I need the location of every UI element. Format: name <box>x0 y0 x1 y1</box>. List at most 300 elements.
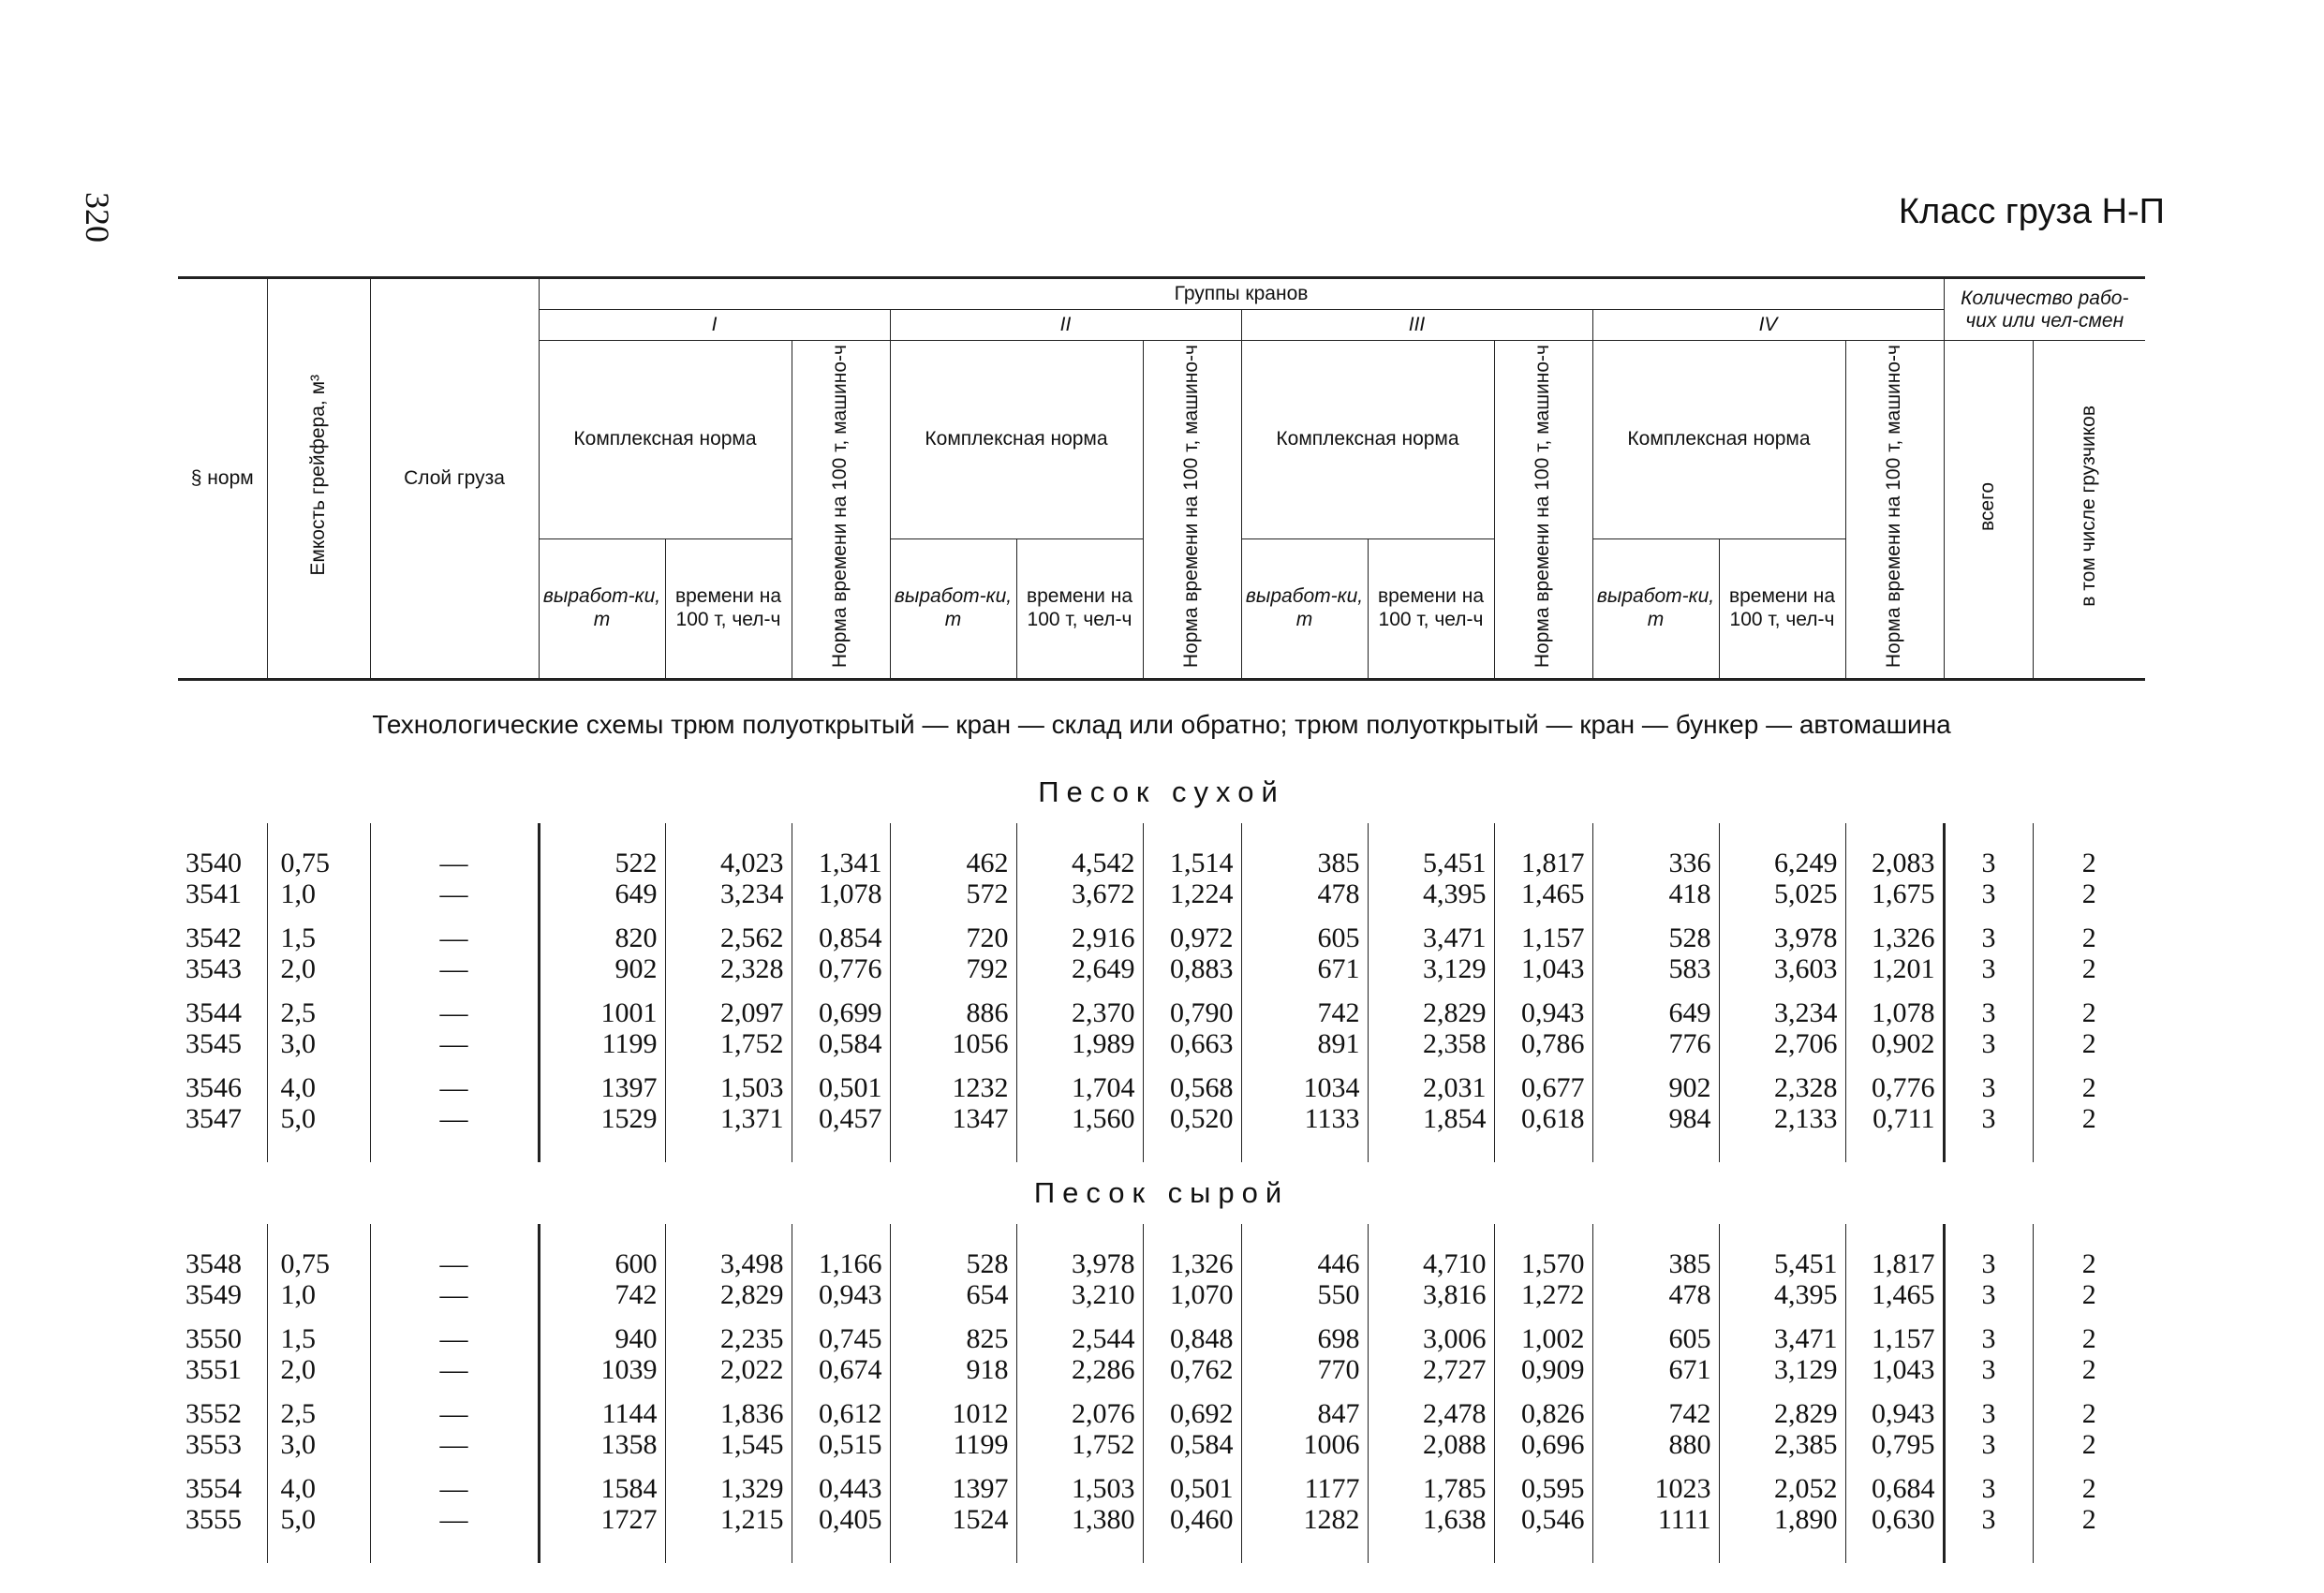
cell-g4-output: 742 <box>1592 1398 1719 1429</box>
cell-cargo-layer: — <box>370 1354 539 1385</box>
header-output: выработ-ки, т <box>1241 538 1368 679</box>
cell-g2-machine: 0,501 <box>1143 1473 1241 1504</box>
cell-g3-output: 742 <box>1241 997 1368 1028</box>
cell-g3-output: 847 <box>1241 1398 1368 1429</box>
cell-g2-output: 792 <box>890 953 1016 984</box>
cell-g2-time: 2,649 <box>1016 953 1143 984</box>
cell-grab-capacity: 2,5 <box>267 1398 370 1429</box>
header-group-1: I <box>539 310 890 341</box>
header-output: выработ-ки, т <box>539 538 665 679</box>
cell-cargo-layer: — <box>370 1248 539 1279</box>
cell-g3-time: 3,006 <box>1368 1323 1494 1354</box>
header-group-4: IV <box>1592 310 1944 341</box>
cell-g4-machine: 0,776 <box>1845 1072 1944 1103</box>
cell-g1-machine: 0,854 <box>792 922 890 953</box>
cell-g1-time: 1,836 <box>665 1398 792 1429</box>
cell-workers-loaders: 2 <box>2033 1473 2145 1504</box>
cell-g4-time: 4,395 <box>1719 1279 1845 1310</box>
cell-cargo-layer: — <box>370 1429 539 1460</box>
cell-workers-loaders: 2 <box>2033 1398 2145 1429</box>
cell-workers-loaders: 2 <box>2033 1429 2145 1460</box>
cell-g3-machine: 0,786 <box>1494 1028 1592 1059</box>
cell-g4-machine: 0,711 <box>1845 1103 1944 1134</box>
cell-g1-time: 2,562 <box>665 922 792 953</box>
cell-workers-loaders: 2 <box>2033 922 2145 953</box>
cell-g4-output: 671 <box>1592 1354 1719 1385</box>
cell-g4-machine: 2,083 <box>1845 848 1944 878</box>
cell-g2-machine: 0,460 <box>1143 1504 1241 1535</box>
table-header <box>178 278 2145 680</box>
cell-workers-total: 3 <box>1944 997 2033 1028</box>
cell-g3-time: 5,451 <box>1368 848 1494 878</box>
cell-workers-total: 3 <box>1944 1429 2033 1460</box>
cell-g1-machine: 0,443 <box>792 1473 890 1504</box>
cell-g3-output: 550 <box>1241 1279 1368 1310</box>
cell-g1-machine: 0,457 <box>792 1103 890 1134</box>
cell-g1-time: 1,371 <box>665 1103 792 1134</box>
cell-g2-output: 1056 <box>890 1028 1016 1059</box>
cell-g4-output: 478 <box>1592 1279 1719 1310</box>
header-time-per-100: времени на 100 т, чел-ч <box>1368 538 1494 679</box>
cell-g1-machine: 1,166 <box>792 1248 890 1279</box>
cell-g4-machine: 0,630 <box>1845 1504 1944 1535</box>
section-spacer <box>178 1134 2145 1162</box>
cell-g4-machine: 1,201 <box>1845 953 1944 984</box>
cell-g4-machine: 1,326 <box>1845 922 1944 953</box>
cell-g2-output: 1524 <box>890 1504 1016 1535</box>
row-gap <box>178 984 2145 997</box>
cell-g2-output: 1397 <box>890 1473 1016 1504</box>
cell-g3-machine: 1,157 <box>1494 922 1592 953</box>
cell-g2-machine: 0,790 <box>1143 997 1241 1028</box>
cell-norm-no: 3544 <box>185 996 242 1028</box>
cell-g4-output: 902 <box>1592 1072 1719 1103</box>
cell-cargo-layer: — <box>370 878 539 909</box>
cell-workers-loaders: 2 <box>2033 1248 2145 1279</box>
cell-workers-total: 3 <box>1944 1028 2033 1059</box>
cell-g4-machine: 1,817 <box>1845 1248 1944 1279</box>
cell-g2-machine: 0,692 <box>1143 1398 1241 1429</box>
table-row <box>178 1323 2145 1354</box>
cell-g4-time: 2,385 <box>1719 1429 1845 1460</box>
cell-g4-output: 880 <box>1592 1429 1719 1460</box>
cell-g3-output: 891 <box>1241 1028 1368 1059</box>
cell-g1-machine: 0,515 <box>792 1429 890 1460</box>
cell-workers-total: 3 <box>1944 953 2033 984</box>
cell-g1-output: 742 <box>539 1279 665 1310</box>
cell-grab-capacity: 2,0 <box>267 953 370 984</box>
cell-g3-time: 3,129 <box>1368 953 1494 984</box>
cell-g1-output: 1397 <box>539 1072 665 1103</box>
cell-g1-machine: 0,674 <box>792 1354 890 1385</box>
header-incl-loaders: в том числе грузчиков <box>2033 341 2145 679</box>
cell-g2-time: 3,978 <box>1016 1248 1143 1279</box>
header-norm-no: § норм <box>178 278 267 680</box>
cell-norm-no: 3547 <box>185 1102 242 1134</box>
cell-g2-machine: 1,224 <box>1143 878 1241 909</box>
cell-g4-output: 984 <box>1592 1103 1719 1134</box>
cell-g3-time: 1,854 <box>1368 1103 1494 1134</box>
cell-grab-capacity: 2,5 <box>267 997 370 1028</box>
table-row <box>178 953 2145 984</box>
cell-workers-loaders: 2 <box>2033 878 2145 909</box>
table-row <box>178 1398 2145 1429</box>
cell-g2-time: 2,286 <box>1016 1354 1143 1385</box>
cell-g2-machine: 1,326 <box>1143 1248 1241 1279</box>
cell-workers-loaders: 2 <box>2033 1354 2145 1385</box>
cell-g2-machine: 0,568 <box>1143 1072 1241 1103</box>
cell-g3-time: 3,471 <box>1368 922 1494 953</box>
cell-g4-time: 2,052 <box>1719 1473 1845 1504</box>
table-row <box>178 1429 2145 1460</box>
cell-cargo-layer: — <box>370 1504 539 1535</box>
cell-g3-machine: 1,817 <box>1494 848 1592 878</box>
cell-g3-output: 698 <box>1241 1323 1368 1354</box>
cell-workers-loaders: 2 <box>2033 1028 2145 1059</box>
cell-g2-output: 1199 <box>890 1429 1016 1460</box>
cell-grab-capacity: 1,5 <box>267 922 370 953</box>
cell-workers-total: 3 <box>1944 1279 2033 1310</box>
row-gap <box>178 1385 2145 1398</box>
header-complex-norm: Комплексная норма <box>890 341 1143 538</box>
cell-grab-capacity: 3,0 <box>267 1429 370 1460</box>
cell-g4-time: 2,133 <box>1719 1103 1845 1134</box>
cell-g4-output: 583 <box>1592 953 1719 984</box>
table-row <box>178 1072 2145 1103</box>
cell-g3-machine: 0,696 <box>1494 1429 1592 1460</box>
norms-table <box>178 276 2145 1563</box>
table-row <box>178 1504 2145 1535</box>
cell-workers-loaders: 2 <box>2033 848 2145 878</box>
cell-g3-output: 605 <box>1241 922 1368 953</box>
header-group-2: II <box>890 310 1241 341</box>
cell-workers-total: 3 <box>1944 922 2033 953</box>
cell-workers-loaders: 2 <box>2033 1072 2145 1103</box>
header-machine-time: Норма времени на 100 т, машино-ч <box>1845 341 1944 679</box>
cell-g2-machine: 0,663 <box>1143 1028 1241 1059</box>
cell-g1-machine: 1,341 <box>792 848 890 878</box>
cell-grab-capacity: 1,5 <box>267 1323 370 1354</box>
cell-g3-output: 446 <box>1241 1248 1368 1279</box>
cell-g3-machine: 1,465 <box>1494 878 1592 909</box>
cell-g4-output: 776 <box>1592 1028 1719 1059</box>
cell-norm-no: 3546 <box>185 1071 242 1103</box>
cell-cargo-layer: — <box>370 1323 539 1354</box>
cell-g1-machine: 0,584 <box>792 1028 890 1059</box>
cell-g3-output: 478 <box>1241 878 1368 909</box>
table-row <box>178 1354 2145 1385</box>
cell-g1-machine: 0,943 <box>792 1279 890 1310</box>
cell-g4-time: 2,706 <box>1719 1028 1845 1059</box>
cell-g3-time: 2,031 <box>1368 1072 1494 1103</box>
cell-g4-machine: 1,675 <box>1845 878 1944 909</box>
cell-g2-machine: 0,762 <box>1143 1354 1241 1385</box>
cell-g4-machine: 1,465 <box>1845 1279 1944 1310</box>
cell-norm-no: 3541 <box>185 878 242 909</box>
cell-norm-no: 3553 <box>185 1428 242 1460</box>
cell-g3-output: 1177 <box>1241 1473 1368 1504</box>
cell-g1-output: 1584 <box>539 1473 665 1504</box>
cell-norm-no: 3550 <box>185 1322 242 1354</box>
cell-cargo-layer: — <box>370 848 539 878</box>
cell-g1-machine: 0,699 <box>792 997 890 1028</box>
cell-g1-time: 1,545 <box>665 1429 792 1460</box>
cell-g1-output: 522 <box>539 848 665 878</box>
header-complex-norm: Комплексная норма <box>1592 341 1845 538</box>
cell-g3-time: 3,816 <box>1368 1279 1494 1310</box>
cell-g3-time: 2,358 <box>1368 1028 1494 1059</box>
header-time-per-100: времени на 100 т, чел-ч <box>665 538 792 679</box>
cell-g3-machine: 0,909 <box>1494 1354 1592 1385</box>
cell-g1-time: 1,752 <box>665 1028 792 1059</box>
cell-grab-capacity: 4,0 <box>267 1473 370 1504</box>
row-gap <box>178 1460 2145 1473</box>
cell-g2-machine: 0,520 <box>1143 1103 1241 1134</box>
header-grab-capacity: Емкость грейфера, м³ <box>267 278 370 680</box>
cell-g3-machine: 1,043 <box>1494 953 1592 984</box>
cell-g3-output: 1282 <box>1241 1504 1368 1535</box>
cell-g4-time: 3,471 <box>1719 1323 1845 1354</box>
cell-g4-machine: 0,795 <box>1845 1429 1944 1460</box>
cell-g2-output: 918 <box>890 1354 1016 1385</box>
cell-g4-time: 3,978 <box>1719 922 1845 953</box>
cell-cargo-layer: — <box>370 1072 539 1103</box>
cell-g3-machine: 0,546 <box>1494 1504 1592 1535</box>
cell-g3-time: 4,710 <box>1368 1248 1494 1279</box>
table-body <box>178 679 2145 1563</box>
cell-g1-machine: 0,405 <box>792 1504 890 1535</box>
cell-g1-output: 940 <box>539 1323 665 1354</box>
cell-g2-time: 3,210 <box>1016 1279 1143 1310</box>
cell-cargo-layer: — <box>370 997 539 1028</box>
cell-g1-time: 2,097 <box>665 997 792 1028</box>
table-row <box>178 848 2145 878</box>
cell-g2-output: 1347 <box>890 1103 1016 1134</box>
cell-cargo-layer: — <box>370 1398 539 1429</box>
cell-cargo-layer: — <box>370 953 539 984</box>
cell-g4-output: 605 <box>1592 1323 1719 1354</box>
cell-norm-no: 3548 <box>185 1247 242 1279</box>
cell-g2-machine: 0,972 <box>1143 922 1241 953</box>
cell-g4-output: 1023 <box>1592 1473 1719 1504</box>
cell-g1-time: 1,329 <box>665 1473 792 1504</box>
cell-g4-time: 2,328 <box>1719 1072 1845 1103</box>
cell-g4-output: 649 <box>1592 997 1719 1028</box>
cell-g2-output: 720 <box>890 922 1016 953</box>
cell-g3-output: 385 <box>1241 848 1368 878</box>
cell-workers-loaders: 2 <box>2033 953 2145 984</box>
cell-g1-time: 2,829 <box>665 1279 792 1310</box>
cell-g3-output: 671 <box>1241 953 1368 984</box>
header-output: выработ-ки, т <box>890 538 1016 679</box>
table-row <box>178 922 2145 953</box>
cell-cargo-layer: — <box>370 922 539 953</box>
cell-g2-time: 1,503 <box>1016 1473 1143 1504</box>
cell-g3-machine: 0,595 <box>1494 1473 1592 1504</box>
cell-workers-total: 3 <box>1944 848 2033 878</box>
cell-g4-time: 1,890 <box>1719 1504 1845 1535</box>
cell-g2-machine: 1,070 <box>1143 1279 1241 1310</box>
cell-g2-time: 1,380 <box>1016 1504 1143 1535</box>
cell-g3-time: 2,829 <box>1368 997 1494 1028</box>
cell-g1-output: 820 <box>539 922 665 953</box>
cell-g1-output: 1358 <box>539 1429 665 1460</box>
cell-g1-time: 1,215 <box>665 1504 792 1535</box>
header-time-per-100: времени на 100 т, чел-ч <box>1719 538 1845 679</box>
cell-g2-time: 1,752 <box>1016 1429 1143 1460</box>
section-spacer <box>178 823 2145 848</box>
cell-g1-output: 1001 <box>539 997 665 1028</box>
cell-cargo-layer: — <box>370 1473 539 1504</box>
cell-g1-machine: 0,745 <box>792 1323 890 1354</box>
cell-g2-machine: 1,514 <box>1143 848 1241 878</box>
cell-cargo-layer: — <box>370 1279 539 1310</box>
cell-g2-time: 1,560 <box>1016 1103 1143 1134</box>
cell-norm-no: 3540 <box>185 847 242 878</box>
table-row <box>178 997 2145 1028</box>
cell-grab-capacity: 1,0 <box>267 1279 370 1310</box>
cell-g4-output: 1111 <box>1592 1504 1719 1535</box>
cell-norm-no: 3543 <box>185 952 242 984</box>
cell-g3-output: 1006 <box>1241 1429 1368 1460</box>
cell-g3-output: 1034 <box>1241 1072 1368 1103</box>
cell-g4-output: 336 <box>1592 848 1719 878</box>
cell-g4-time: 3,129 <box>1719 1354 1845 1385</box>
cell-g2-output: 462 <box>890 848 1016 878</box>
section-spacer <box>178 1535 2145 1563</box>
row-gap <box>178 909 2145 922</box>
cell-g3-time: 4,395 <box>1368 878 1494 909</box>
cell-g3-machine: 1,002 <box>1494 1323 1592 1354</box>
cell-g1-output: 600 <box>539 1248 665 1279</box>
cell-g4-time: 6,249 <box>1719 848 1845 878</box>
cell-g1-output: 1039 <box>539 1354 665 1385</box>
cell-workers-loaders: 2 <box>2033 1103 2145 1134</box>
header-machine-time: Норма времени на 100 т, машино-ч <box>1494 341 1592 679</box>
cell-g1-time: 1,503 <box>665 1072 792 1103</box>
table-row <box>178 1103 2145 1134</box>
cell-g2-output: 528 <box>890 1248 1016 1279</box>
cell-g2-machine: 0,848 <box>1143 1323 1241 1354</box>
cell-g3-machine: 0,943 <box>1494 997 1592 1028</box>
cell-workers-total: 3 <box>1944 1473 2033 1504</box>
cell-g2-output: 1232 <box>890 1072 1016 1103</box>
cell-norm-no: 3554 <box>185 1472 242 1504</box>
cell-g4-output: 385 <box>1592 1248 1719 1279</box>
cell-g1-output: 1529 <box>539 1103 665 1134</box>
cell-workers-loaders: 2 <box>2033 1323 2145 1354</box>
cell-g3-machine: 0,618 <box>1494 1103 1592 1134</box>
page-number: 320 <box>79 192 116 243</box>
cell-g1-time: 2,022 <box>665 1354 792 1385</box>
cell-g4-time: 5,451 <box>1719 1248 1845 1279</box>
row-gap <box>178 1059 2145 1072</box>
cell-norm-no: 3551 <box>185 1353 242 1385</box>
cell-g2-output: 825 <box>890 1323 1016 1354</box>
header-workers-count: Количество рабо-чих или чел-смен <box>1944 278 2145 341</box>
cell-g1-time: 3,234 <box>665 878 792 909</box>
header-crane-groups: Группы кранов <box>539 278 1944 310</box>
header-machine-time: Норма времени на 100 т, машино-ч <box>1143 341 1241 679</box>
cell-workers-total: 3 <box>1944 1072 2033 1103</box>
table-row <box>178 878 2145 909</box>
cell-grab-capacity: 2,0 <box>267 1354 370 1385</box>
cell-g3-time: 1,638 <box>1368 1504 1494 1535</box>
cell-workers-total: 3 <box>1944 1323 2033 1354</box>
cell-g2-machine: 0,883 <box>1143 953 1241 984</box>
table-row <box>178 1028 2145 1059</box>
cell-cargo-layer: — <box>370 1103 539 1134</box>
cell-workers-loaders: 2 <box>2033 997 2145 1028</box>
cell-g4-time: 5,025 <box>1719 878 1845 909</box>
cell-workers-loaders: 2 <box>2033 1279 2145 1310</box>
table-row <box>178 1279 2145 1310</box>
header-time-per-100: времени на 100 т, чел-ч <box>1016 538 1143 679</box>
cell-g4-machine: 0,684 <box>1845 1473 1944 1504</box>
header-complex-norm: Комплексная норма <box>539 341 792 538</box>
cell-g1-time: 2,235 <box>665 1323 792 1354</box>
cell-g3-machine: 0,826 <box>1494 1398 1592 1429</box>
cell-g1-time: 3,498 <box>665 1248 792 1279</box>
cell-g2-time: 2,076 <box>1016 1398 1143 1429</box>
row-gap <box>178 1310 2145 1323</box>
cell-g1-machine: 0,501 <box>792 1072 890 1103</box>
cell-g1-output: 1199 <box>539 1028 665 1059</box>
cell-norm-no: 3552 <box>185 1397 242 1429</box>
cell-grab-capacity: 5,0 <box>267 1504 370 1535</box>
header-complex-norm: Комплексная норма <box>1241 341 1494 538</box>
section-spacer <box>178 1224 2145 1248</box>
cell-grab-capacity: 0,75 <box>267 848 370 878</box>
cell-g4-time: 2,829 <box>1719 1398 1845 1429</box>
cell-g2-output: 572 <box>890 878 1016 909</box>
cell-g3-machine: 1,272 <box>1494 1279 1592 1310</box>
cell-g2-time: 2,370 <box>1016 997 1143 1028</box>
cell-g2-time: 1,989 <box>1016 1028 1143 1059</box>
section-title: Песок сухой <box>1038 775 1285 809</box>
cell-g2-time: 2,916 <box>1016 922 1143 953</box>
cargo-class-title: Класс груза Н-П <box>1898 192 2165 231</box>
cell-g4-machine: 1,043 <box>1845 1354 1944 1385</box>
header-group-3: III <box>1241 310 1592 341</box>
cell-g2-time: 1,704 <box>1016 1072 1143 1103</box>
cell-g4-time: 3,603 <box>1719 953 1845 984</box>
table-row <box>178 1248 2145 1279</box>
cell-g3-time: 2,727 <box>1368 1354 1494 1385</box>
scheme-title: Технологические схемы трюм полуоткрытый — кран — склад или обратно; трюм полуоткрытый — кран — бункер — автомашина <box>372 709 1951 739</box>
cell-g2-time: 3,672 <box>1016 878 1143 909</box>
cell-g3-machine: 0,677 <box>1494 1072 1592 1103</box>
cell-g1-output: 1727 <box>539 1504 665 1535</box>
cell-g1-machine: 0,612 <box>792 1398 890 1429</box>
cell-g1-machine: 1,078 <box>792 878 890 909</box>
cell-grab-capacity: 0,75 <box>267 1248 370 1279</box>
cell-grab-capacity: 4,0 <box>267 1072 370 1103</box>
cell-g2-output: 1012 <box>890 1398 1016 1429</box>
cell-norm-no: 3542 <box>185 922 242 953</box>
cell-g2-time: 4,542 <box>1016 848 1143 878</box>
cell-g4-time: 3,234 <box>1719 997 1845 1028</box>
cell-g3-time: 2,478 <box>1368 1398 1494 1429</box>
cell-workers-total: 3 <box>1944 1504 2033 1535</box>
cell-g2-output: 654 <box>890 1279 1016 1310</box>
table-row <box>178 1473 2145 1504</box>
cell-g4-machine: 1,078 <box>1845 997 1944 1028</box>
section-title: Песок сырой <box>1033 1176 1290 1210</box>
cell-g1-time: 4,023 <box>665 848 792 878</box>
cell-g2-output: 886 <box>890 997 1016 1028</box>
cell-g1-output: 1144 <box>539 1398 665 1429</box>
